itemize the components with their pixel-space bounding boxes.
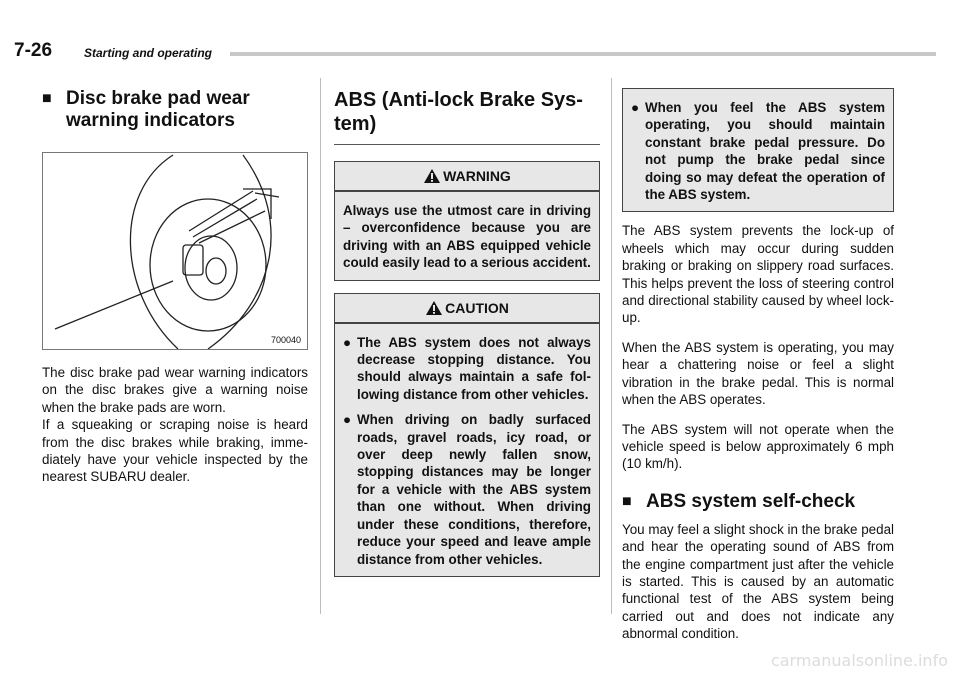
disc-brake-illustration — [43, 153, 307, 349]
paragraph: The ABS system prevents the lock-up of wheels which may occur during sudden braking or braking on slippery road surfaces. This helps prevent the loss of steering control and directional stability caused by wheel lock-up. — [622, 223, 894, 326]
square-bullet-icon: ■ — [42, 90, 52, 107]
square-bullet-icon: ■ — [622, 492, 632, 510]
caution-continued-box — [622, 88, 894, 212]
header-rule — [230, 52, 936, 56]
page-number: 7-26 — [14, 40, 53, 61]
caution-item-text: The ABS system does not always decrease stopping distance. You should always maintain a safe following distance from other vehicles. — [357, 334, 591, 402]
heading-text: Disc brake pad wear warning indicators — [66, 88, 250, 131]
caution-box — [334, 323, 600, 577]
paragraph: The disc brake pad wear warning indicators on the disc brakes give a warning noise when the brake pads are worn. — [42, 365, 308, 415]
column-divider — [320, 78, 321, 614]
caution-triangle-icon — [425, 300, 443, 316]
warning-label: WARNING — [443, 168, 511, 184]
page-header — [12, 40, 948, 66]
paragraph: When the ABS system is operating, you may hear a chattering noise or feel a slight vibration in the brake pedal. This is normal when the ABS operates. — [622, 339, 894, 408]
brake-illustration — [42, 152, 308, 350]
watermark: carmanualsonline.info — [770, 651, 948, 670]
column-1 — [42, 88, 308, 498]
subsection-heading — [622, 491, 894, 513]
list-item — [631, 99, 885, 203]
bullet-dot-icon: ● — [343, 334, 352, 350]
warning-header — [334, 161, 600, 191]
bullet-dot-icon: ● — [343, 412, 352, 428]
paragraph: The ABS system will not operate when the vehicle speed is below approximately 6 mph (10 km/h). — [622, 421, 894, 472]
bullet-dot-icon: ● — [631, 100, 640, 115]
warning-text: Always use the utmost care in driving – overconfidence because you are driving with an ABS equipped vehicle could easily lead to a serious accident. — [343, 203, 591, 271]
caution-item-text: When you feel the ABS system operating, you should maintain constant brake pedal pressure. Do not pump the brake pedal since doing so may defeat the operation of the ABS system. — [645, 100, 885, 203]
figure-code: 700040 — [270, 335, 301, 345]
warning-triangle-icon — [423, 168, 441, 184]
paragraph: You may feel a slight shock in the brake pedal and hear the operating sound of ABS from the engine compartment just after the vehicle is started. This is caused by an automatic functional test of the ABS system being carried out and does not indicate any abnormal condition. — [622, 521, 894, 642]
column-2 — [334, 88, 600, 589]
caution-label: CAUTION — [445, 299, 509, 316]
section-heading — [42, 88, 308, 132]
paragraph: If a squeaking or scraping noise is heard from the disc brakes while braking, immediately have your vehicle inspected by the nearest SUBARU dealer. — [42, 417, 308, 485]
heading-text: ABS system self-check — [646, 490, 856, 512]
section-title: Starting and operating — [84, 46, 213, 60]
warning-box — [334, 191, 600, 281]
column-divider — [611, 78, 612, 614]
list-item — [343, 411, 591, 568]
list-item — [343, 334, 591, 404]
column-3 — [622, 88, 894, 655]
abs-heading: ABS (Anti-lock Brake System) — [334, 88, 600, 145]
caution-item-text: When driving on badly surfaced roads, gravel roads, icy road, or over deep newly fallen snow, stopping distances may be longer for a vehicle with the ABS system than one without. When driving under these conditions, therefore, reduce your speed and leave ample distance from other vehicles. — [357, 412, 591, 567]
caution-header — [334, 293, 600, 323]
